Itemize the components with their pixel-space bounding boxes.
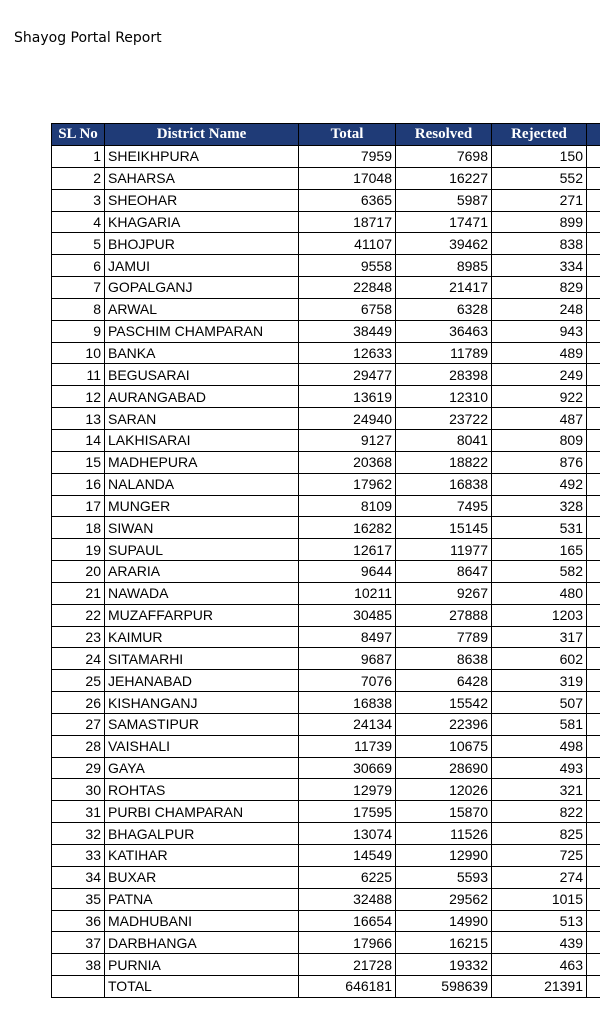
table-row (52, 298, 600, 320)
district-name-cell: KHAGARIA (105, 211, 299, 233)
table-row (52, 910, 600, 932)
total-cell: 16838 (299, 692, 396, 714)
rejected-cell: 943 (492, 320, 587, 342)
sl-no-cell: 9 (52, 320, 105, 342)
district-name-cell: BHAGALPUR (105, 823, 299, 845)
extra-cut-off-cell (587, 298, 600, 320)
header-resolved: Resolved (396, 124, 492, 146)
table-row (52, 277, 600, 299)
table-row (52, 364, 600, 386)
grand-total-cell: 646181 (299, 976, 396, 998)
district-name-cell: SITAMARHI (105, 648, 299, 670)
total-cell: 13074 (299, 823, 396, 845)
rejected-cell: 248 (492, 298, 587, 320)
total-cell: 12633 (299, 342, 396, 364)
extra-cut-off-cell (587, 189, 600, 211)
resolved-cell: 6428 (396, 670, 492, 692)
sl-no-cell: 12 (52, 386, 105, 408)
table-row (52, 604, 600, 626)
total-cell: 20368 (299, 451, 396, 473)
table-row (52, 211, 600, 233)
resolved-cell: 6328 (396, 298, 492, 320)
resolved-cell: 11526 (396, 823, 492, 845)
table-row (52, 429, 600, 451)
district-name-cell: MUZAFFARPUR (105, 604, 299, 626)
rejected-cell: 274 (492, 866, 587, 888)
sl-no-cell: 28 (52, 735, 105, 757)
rejected-cell: 165 (492, 539, 587, 561)
total-cell: 30669 (299, 757, 396, 779)
total-row (52, 976, 600, 998)
district-name-cell: KATIHAR (105, 845, 299, 867)
resolved-cell: 15145 (396, 517, 492, 539)
table-row (52, 735, 600, 757)
resolved-cell: 8041 (396, 429, 492, 451)
extra-cut-off-cell (587, 539, 600, 561)
extra-cut-off-cell (587, 757, 600, 779)
total-cell: 6758 (299, 298, 396, 320)
total-cell: 30485 (299, 604, 396, 626)
table-row (52, 561, 600, 583)
rejected-cell: 498 (492, 735, 587, 757)
extra-cut-off-cell (587, 342, 600, 364)
total-cell: 7959 (299, 146, 396, 168)
resolved-cell: 7698 (396, 146, 492, 168)
sl-no-cell: 34 (52, 866, 105, 888)
sl-no-cell: 20 (52, 561, 105, 583)
district-name-cell: PURBI CHAMPARAN (105, 801, 299, 823)
extra-cut-off-cell (587, 561, 600, 583)
extra-cut-off-cell (587, 146, 600, 168)
rejected-cell: 582 (492, 561, 587, 583)
rejected-cell: 581 (492, 713, 587, 735)
district-name-cell: DARBHANGA (105, 932, 299, 954)
district-name-cell: JEHANABAD (105, 670, 299, 692)
sl-no-cell: 3 (52, 189, 105, 211)
district-name-cell: ARWAL (105, 298, 299, 320)
extra-cut-off-cell (587, 801, 600, 823)
table-row (52, 845, 600, 867)
total-cell: 21728 (299, 954, 396, 976)
table-row (52, 670, 600, 692)
district-name-cell: AURANGABAD (105, 386, 299, 408)
sl-no-cell: 32 (52, 823, 105, 845)
total-cell: 38449 (299, 320, 396, 342)
resolved-cell: 21417 (396, 277, 492, 299)
sl-no-cell: 38 (52, 954, 105, 976)
total-cell: 9127 (299, 429, 396, 451)
total-row-blank-cell (52, 976, 105, 998)
resolved-cell: 5593 (396, 866, 492, 888)
extra-cut-off-cell (587, 364, 600, 386)
table-row (52, 320, 600, 342)
resolved-cell: 10675 (396, 735, 492, 757)
table-row (52, 255, 600, 277)
extra-cut-off-cell (587, 167, 600, 189)
rejected-cell: 487 (492, 408, 587, 430)
resolved-cell: 12026 (396, 779, 492, 801)
sl-no-cell: 31 (52, 801, 105, 823)
sl-no-cell: 18 (52, 517, 105, 539)
total-cell: 16654 (299, 910, 396, 932)
sl-no-cell: 22 (52, 604, 105, 626)
sl-no-cell: 33 (52, 845, 105, 867)
resolved-cell: 5987 (396, 189, 492, 211)
total-cell: 9687 (299, 648, 396, 670)
sl-no-cell: 15 (52, 451, 105, 473)
table-row (52, 146, 600, 168)
table-row (52, 954, 600, 976)
resolved-cell: 12990 (396, 845, 492, 867)
sl-no-cell: 5 (52, 233, 105, 255)
table-row (52, 517, 600, 539)
extra-cut-off-cell (587, 233, 600, 255)
total-cell: 14549 (299, 845, 396, 867)
district-name-cell: ARARIA (105, 561, 299, 583)
extra-cut-off-cell (587, 517, 600, 539)
rejected-cell: 328 (492, 495, 587, 517)
grand-rejected-cell: 21391 (492, 976, 587, 998)
header-total: Total (299, 124, 396, 146)
total-cell: 6225 (299, 866, 396, 888)
total-cell: 12979 (299, 779, 396, 801)
total-cell: 7076 (299, 670, 396, 692)
rejected-cell: 531 (492, 517, 587, 539)
extra-cut-off-cell (587, 495, 600, 517)
table-row (52, 932, 600, 954)
extra-cut-off-cell (587, 320, 600, 342)
total-cell: 12617 (299, 539, 396, 561)
extra-cut-off-cell (587, 735, 600, 757)
sl-no-cell: 27 (52, 713, 105, 735)
sl-no-cell: 1 (52, 146, 105, 168)
extra-cut-off-cell (587, 408, 600, 430)
extra-cut-off-cell (587, 692, 600, 714)
sl-no-cell: 11 (52, 364, 105, 386)
rejected-cell: 249 (492, 364, 587, 386)
table-row (52, 233, 600, 255)
resolved-cell: 28398 (396, 364, 492, 386)
district-name-cell: NAWADA (105, 582, 299, 604)
total-cell: 13619 (299, 386, 396, 408)
district-name-cell: KISHANGANJ (105, 692, 299, 714)
resolved-cell: 19332 (396, 954, 492, 976)
rejected-cell: 825 (492, 823, 587, 845)
rejected-cell: 493 (492, 757, 587, 779)
table-row (52, 342, 600, 364)
sl-no-cell: 37 (52, 932, 105, 954)
total-cell: 22848 (299, 277, 396, 299)
resolved-cell: 16838 (396, 473, 492, 495)
rejected-cell: 899 (492, 211, 587, 233)
district-name-cell: BANKA (105, 342, 299, 364)
district-name-cell: MADHUBANI (105, 910, 299, 932)
total-cell: 32488 (299, 888, 396, 910)
rejected-cell: 822 (492, 801, 587, 823)
district-report-table (51, 123, 600, 998)
total-cell: 8109 (299, 495, 396, 517)
table-row (52, 713, 600, 735)
extra-cut-off-cell (587, 823, 600, 845)
sl-no-cell: 23 (52, 626, 105, 648)
district-name-cell: GAYA (105, 757, 299, 779)
district-name-cell: SAMASTIPUR (105, 713, 299, 735)
sl-no-cell: 36 (52, 910, 105, 932)
resolved-cell: 15542 (396, 692, 492, 714)
sl-no-cell: 10 (52, 342, 105, 364)
table-row (52, 189, 600, 211)
resolved-cell: 39462 (396, 233, 492, 255)
district-name-cell: MUNGER (105, 495, 299, 517)
extra-cut-off-cell (587, 211, 600, 233)
total-cell: 41107 (299, 233, 396, 255)
total-cell: 16282 (299, 517, 396, 539)
table-row (52, 451, 600, 473)
rejected-cell: 552 (492, 167, 587, 189)
sl-no-cell: 16 (52, 473, 105, 495)
resolved-cell: 16227 (396, 167, 492, 189)
table-row (52, 473, 600, 495)
total-cell: 10211 (299, 582, 396, 604)
rejected-cell: 321 (492, 779, 587, 801)
extra-cut-off-cell (587, 386, 600, 408)
rejected-cell: 838 (492, 233, 587, 255)
sl-no-cell: 30 (52, 779, 105, 801)
total-cell: 9644 (299, 561, 396, 583)
extra-cut-off-cell (587, 451, 600, 473)
resolved-cell: 8638 (396, 648, 492, 670)
rejected-cell: 513 (492, 910, 587, 932)
total-cell: 17595 (299, 801, 396, 823)
rejected-cell: 725 (492, 845, 587, 867)
district-name-cell: SIWAN (105, 517, 299, 539)
total-cell: 17048 (299, 167, 396, 189)
district-name-cell: KAIMUR (105, 626, 299, 648)
extra-cut-off-cell (587, 582, 600, 604)
extra-cut-off-cell (587, 626, 600, 648)
table-row (52, 167, 600, 189)
resolved-cell: 9267 (396, 582, 492, 604)
sl-no-cell: 4 (52, 211, 105, 233)
extra-cut-off-cell (587, 845, 600, 867)
total-cell: 24134 (299, 713, 396, 735)
district-name-cell: VAISHALI (105, 735, 299, 757)
extra-cut-off-cell (587, 473, 600, 495)
sl-no-cell: 25 (52, 670, 105, 692)
resolved-cell: 11789 (396, 342, 492, 364)
district-name-cell: ROHTAS (105, 779, 299, 801)
header-rejected: Rejected (492, 124, 587, 146)
resolved-cell: 14990 (396, 910, 492, 932)
resolved-cell: 8985 (396, 255, 492, 277)
rejected-cell: 492 (492, 473, 587, 495)
table-row (52, 582, 600, 604)
sl-no-cell: 17 (52, 495, 105, 517)
rejected-cell: 876 (492, 451, 587, 473)
rejected-cell: 507 (492, 692, 587, 714)
resolved-cell: 22396 (396, 713, 492, 735)
district-name-cell: NALANDA (105, 473, 299, 495)
table-row (52, 779, 600, 801)
district-name-cell: GOPALGANJ (105, 277, 299, 299)
table-body (52, 146, 600, 998)
resolved-cell: 28690 (396, 757, 492, 779)
header-extra-cut-off (587, 124, 600, 146)
sl-no-cell: 29 (52, 757, 105, 779)
table-header-row (52, 124, 600, 146)
extra-cut-off-cell (587, 604, 600, 626)
sl-no-cell: 14 (52, 429, 105, 451)
rejected-cell: 489 (492, 342, 587, 364)
rejected-cell: 150 (492, 146, 587, 168)
extra-cut-off-cell (587, 954, 600, 976)
table-row (52, 757, 600, 779)
extra-cut-off-cell (587, 255, 600, 277)
header-district-name: District Name (105, 124, 299, 146)
total-cell: 9558 (299, 255, 396, 277)
extra-cut-off-cell (587, 277, 600, 299)
total-cell: 8497 (299, 626, 396, 648)
district-name-cell: PURNIA (105, 954, 299, 976)
total-cell: 11739 (299, 735, 396, 757)
table-row (52, 888, 600, 910)
sl-no-cell: 26 (52, 692, 105, 714)
district-name-cell: PASCHIM CHAMPARAN (105, 320, 299, 342)
table-row (52, 495, 600, 517)
rejected-cell: 602 (492, 648, 587, 670)
district-name-cell: BEGUSARAI (105, 364, 299, 386)
table-row (52, 823, 600, 845)
resolved-cell: 15870 (396, 801, 492, 823)
district-name-cell: LAKHISARAI (105, 429, 299, 451)
total-cell: 17962 (299, 473, 396, 495)
resolved-cell: 36463 (396, 320, 492, 342)
header-sl-no: SL No (52, 124, 105, 146)
total-cell: 17966 (299, 932, 396, 954)
resolved-cell: 23722 (396, 408, 492, 430)
resolved-cell: 11977 (396, 539, 492, 561)
total-cell: 29477 (299, 364, 396, 386)
resolved-cell: 7495 (396, 495, 492, 517)
rejected-cell: 271 (492, 189, 587, 211)
table-row (52, 626, 600, 648)
rejected-cell: 463 (492, 954, 587, 976)
sl-no-cell: 24 (52, 648, 105, 670)
table-row (52, 648, 600, 670)
rejected-cell: 1015 (492, 888, 587, 910)
district-name-cell: BHOJPUR (105, 233, 299, 255)
resolved-cell: 12310 (396, 386, 492, 408)
extra-cut-off-cell (587, 932, 600, 954)
sl-no-cell: 13 (52, 408, 105, 430)
extra-cut-off-cell (587, 429, 600, 451)
resolved-cell: 17471 (396, 211, 492, 233)
table-row (52, 386, 600, 408)
district-name-cell: BUXAR (105, 866, 299, 888)
resolved-cell: 7789 (396, 626, 492, 648)
district-name-cell: SAHARSA (105, 167, 299, 189)
extra-cut-off-cell (587, 976, 600, 998)
document-title: Shayog Portal Report (14, 30, 162, 46)
extra-cut-off-cell (587, 888, 600, 910)
extra-cut-off-cell (587, 779, 600, 801)
resolved-cell: 8647 (396, 561, 492, 583)
district-name-cell: SARAN (105, 408, 299, 430)
extra-cut-off-cell (587, 910, 600, 932)
sl-no-cell: 19 (52, 539, 105, 561)
resolved-cell: 27888 (396, 604, 492, 626)
rejected-cell: 1203 (492, 604, 587, 626)
rejected-cell: 480 (492, 582, 587, 604)
extra-cut-off-cell (587, 866, 600, 888)
sl-no-cell: 21 (52, 582, 105, 604)
resolved-cell: 29562 (396, 888, 492, 910)
grand-resolved-cell: 598639 (396, 976, 492, 998)
resolved-cell: 18822 (396, 451, 492, 473)
district-name-cell: SUPAUL (105, 539, 299, 561)
rejected-cell: 334 (492, 255, 587, 277)
rejected-cell: 317 (492, 626, 587, 648)
table-row (52, 692, 600, 714)
sl-no-cell: 6 (52, 255, 105, 277)
total-cell: 6365 (299, 189, 396, 211)
sl-no-cell: 7 (52, 277, 105, 299)
district-name-cell: JAMUI (105, 255, 299, 277)
table-row (52, 801, 600, 823)
sl-no-cell: 2 (52, 167, 105, 189)
extra-cut-off-cell (587, 713, 600, 735)
extra-cut-off-cell (587, 670, 600, 692)
resolved-cell: 16215 (396, 932, 492, 954)
rejected-cell: 922 (492, 386, 587, 408)
total-cell: 24940 (299, 408, 396, 430)
rejected-cell: 809 (492, 429, 587, 451)
rejected-cell: 439 (492, 932, 587, 954)
table-row (52, 539, 600, 561)
sl-no-cell: 8 (52, 298, 105, 320)
district-name-cell: MADHEPURA (105, 451, 299, 473)
sl-no-cell: 35 (52, 888, 105, 910)
rejected-cell: 319 (492, 670, 587, 692)
total-cell: 18717 (299, 211, 396, 233)
district-name-cell: PATNA (105, 888, 299, 910)
total-label-cell: TOTAL (105, 976, 299, 998)
table-row (52, 408, 600, 430)
extra-cut-off-cell (587, 648, 600, 670)
table-row (52, 866, 600, 888)
district-name-cell: SHEOHAR (105, 189, 299, 211)
rejected-cell: 829 (492, 277, 587, 299)
district-name-cell: SHEIKHPURA (105, 146, 299, 168)
